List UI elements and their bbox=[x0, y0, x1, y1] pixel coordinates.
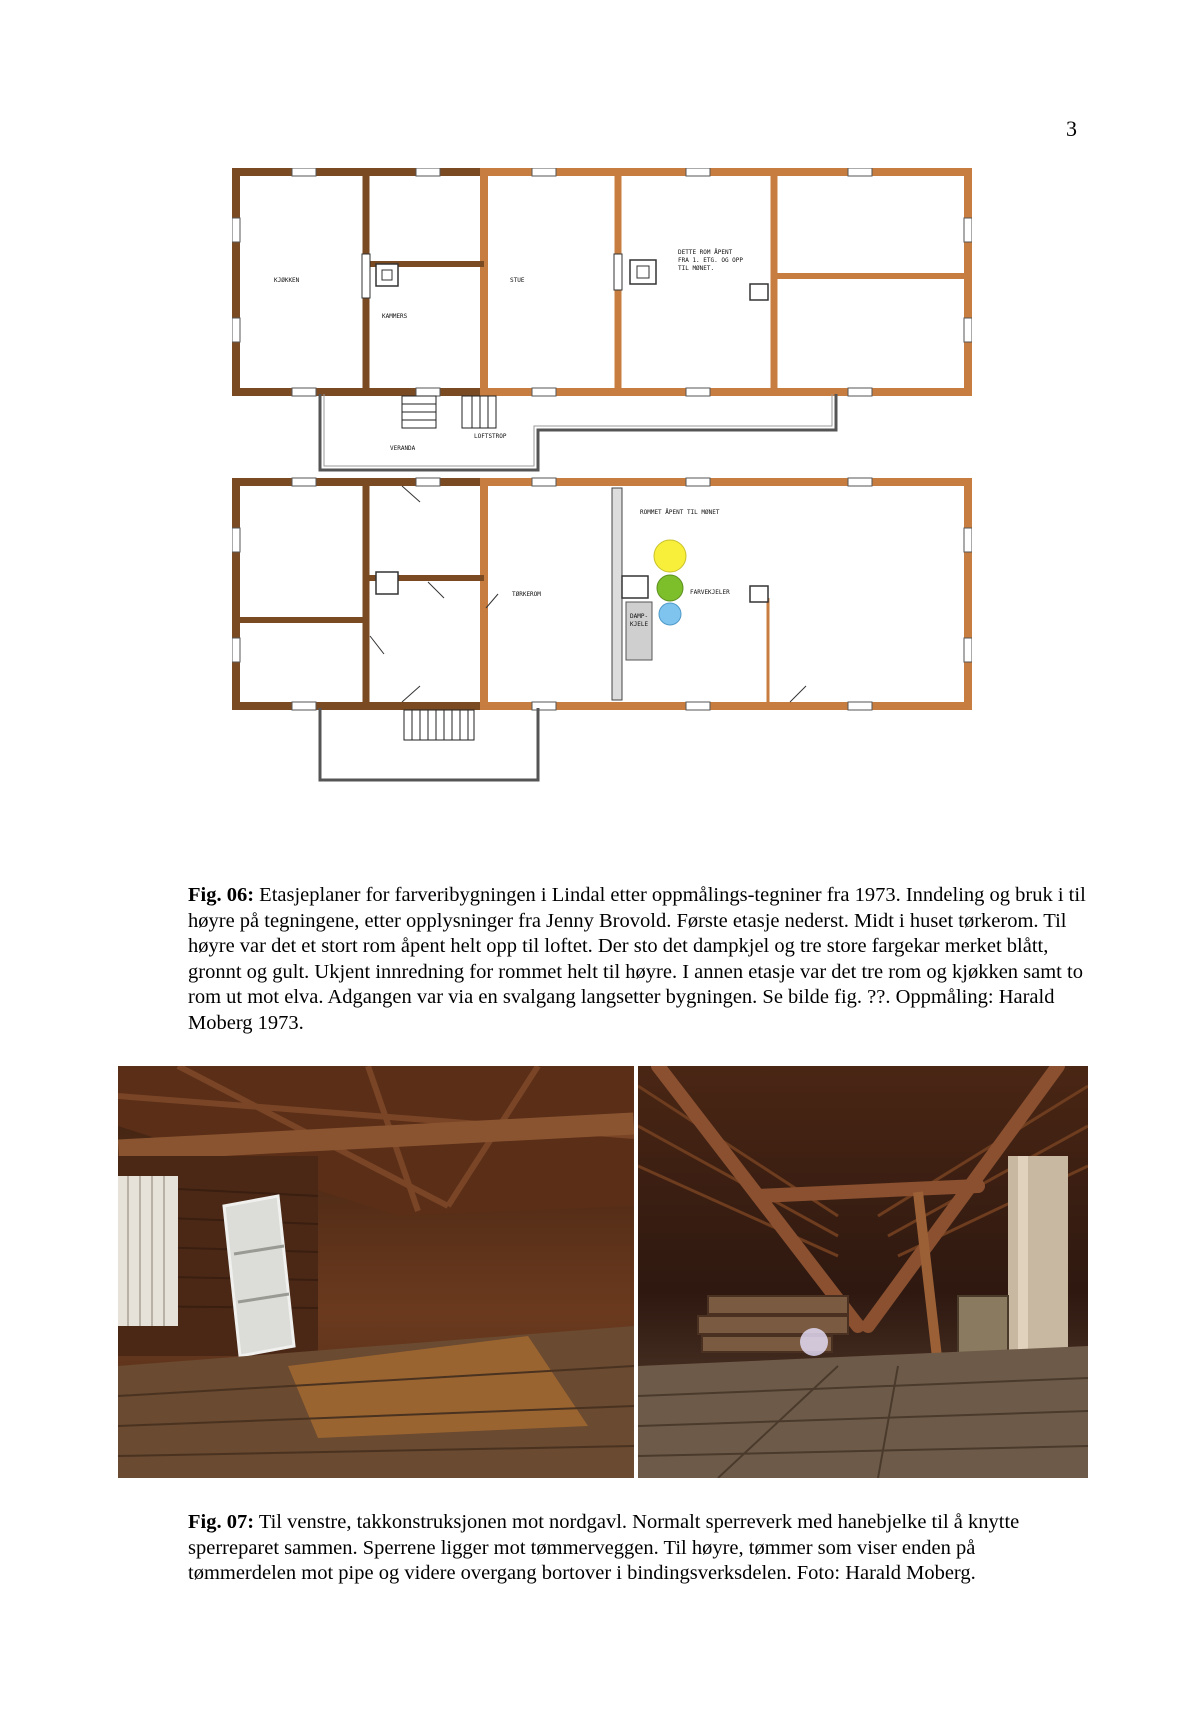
label-living: STUE bbox=[510, 277, 525, 284]
label-open-to-ridge: ROMMET ÅPENT TIL MØNET bbox=[640, 509, 720, 516]
label-open-room-note-1: DETTE ROM ÅPENT bbox=[678, 249, 733, 256]
label-steam-boiler-1: DAMP- bbox=[630, 613, 649, 620]
veranda-outline bbox=[320, 394, 836, 470]
figure-06-label: Fig. 06: bbox=[188, 884, 255, 906]
floor-plan-figure bbox=[232, 168, 972, 868]
label-open-room-note-3: TIL MØNET. bbox=[678, 265, 715, 272]
attic-photo-left bbox=[118, 1066, 634, 1478]
label-kitchen: KJØKKEN bbox=[274, 277, 300, 284]
vat-blue bbox=[659, 603, 681, 625]
figure-07-text: Til venstre, takkonstruksjonen mot nordgavl. Normalt sperreverk med hanebjelke til å knytte sperreparet sammen. Sperrene ligger mot tømmerveggen. Til høyre, tømmer som viser enden på tømmerdelen mot pipe og videre overgang bortover i bindingsverksdelen. Foto: Harald Moberg. bbox=[188, 1511, 1020, 1584]
attic-photo-right bbox=[638, 1066, 1088, 1478]
label-veranda: VERANDA bbox=[390, 445, 416, 452]
vat-yellow bbox=[654, 540, 686, 572]
ground-stairs bbox=[404, 710, 474, 740]
figure-07-label: Fig. 07: bbox=[188, 1511, 255, 1533]
upper-floor-plan bbox=[232, 168, 972, 470]
figure-07-caption bbox=[188, 1510, 1088, 1587]
upper-stairs bbox=[402, 396, 496, 428]
label-steam-boiler-2: KJELE bbox=[630, 621, 649, 628]
figure-06-caption bbox=[188, 883, 1088, 1036]
page-number: 3 bbox=[1066, 116, 1077, 141]
steam-boiler bbox=[626, 602, 652, 660]
vat-green bbox=[657, 575, 683, 601]
label-drying-room: TØRKEROM bbox=[512, 591, 541, 598]
ground-floor-plan bbox=[232, 478, 972, 780]
floor-plan-drawing bbox=[232, 168, 972, 868]
label-dye-vats: FARVEKJELER bbox=[690, 589, 730, 596]
figure-06-text: Etasjeplaner for farveribygningen i Lindal etter oppmålings-tegniner fra 1973. Inndeling og bruk i til høyre på tegningene, etter opplysninger fra Jenny Brovold. Første etasje nederst. Midt i huset tørkerom. Til høyre var det et stort rom åpent helt opp til loftet. Der sto det dampkjel og tre store fargekar merket blått, gronnt og gult. Ukjent innredning for rommet helt til høyre. I annen etasje var det tre rom og kjøkken samt to rom ut mot elva. Adgangen var via en svalgang langsetter bygningen. Se bilde fig. ??. Oppmåling: Harald Moberg 1973. bbox=[188, 884, 1086, 1034]
label-open-room-note-2: FRA 1. ETG. OG OPP bbox=[678, 257, 744, 264]
label-stairs: LOFTSTROP bbox=[474, 433, 507, 440]
label-chamber: KAMMERS bbox=[382, 313, 408, 320]
